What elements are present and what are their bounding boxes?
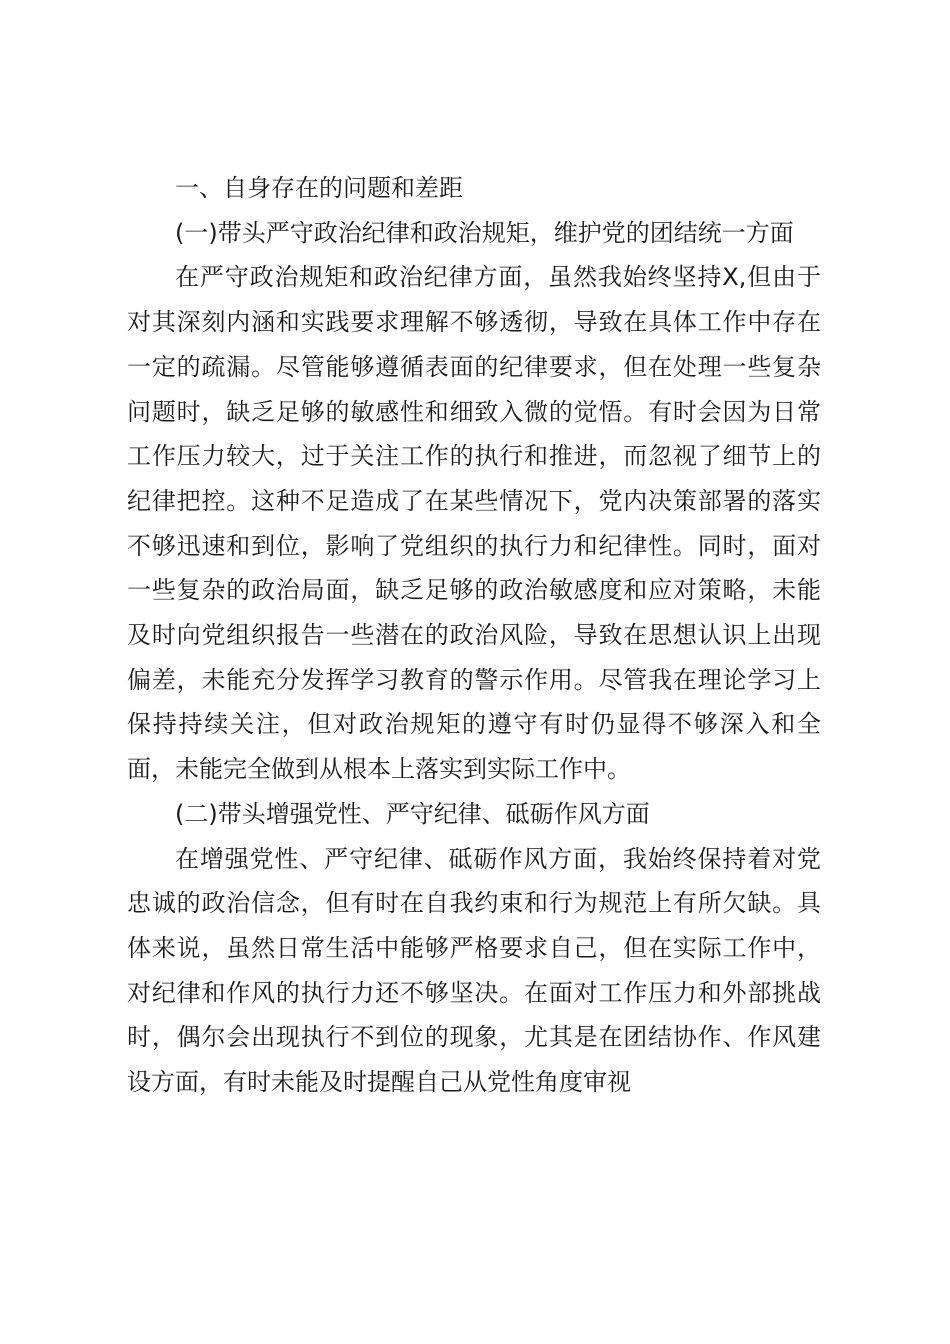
subsection-heading-2: (二)带头增强党性、严守纪律、砥砺作风方面 — [175, 799, 650, 828]
document-body — [127, 166, 821, 1105]
section-heading: 一、自身存在的问题和差距 — [175, 174, 463, 202]
paragraph-2: 在增强党性、严守纪律、砥砺作风方面，我始终保持着对党忠诚的政治信念，但有时在自我约束和行为规范上有所欠缺。具体来说，虽然日常生活中能够严格要求自己，但在实际工作中，对纪律和作风的执行力还不够坚决。在面对工作压力和外部挑战时，偶尔会出现执行不到位的现象，尤其是在团结协作、作风建设方面，有时未能及时提醒自己从党性角度审视 — [127, 844, 821, 1097]
subsection-heading-1: (一)带头严守政治纪律和政治规矩，维护党的团结统一方面 — [175, 218, 794, 247]
paragraph-1: 在严守政治规矩和政治纪律方面，虽然我始终坚持X,但由于对其深刻内涵和实践要求理解不够透彻，导致在具体工作中存在一定的疏漏。尽管能够遵循表面的纪律要求，但在处理一些复杂问题时，缺乏足够的敏感性和细致入微的觉悟。有时会因为日常工作压力较大，过于关注工作的执行和推进，而忽视了细节上的纪律把控。这种不足造成了在某些情况下，党内决策部署的落实不够迅速和到位，影响了党组织的执行力和纪律性。同时，面对一些复杂的政治局面，缺乏足够的政治敏感度和应对策略，未能及时向党组织报告一些潜在的政治风险，导致在思想认识上出现偏差，未能充分发挥学习教育的警示作用。尽管我在理论学习上保持持续关注，但对政治规矩的遵守有时仍显得不够深入和全面，未能完全做到从根本上落实到实际工作中。 — [127, 263, 821, 784]
